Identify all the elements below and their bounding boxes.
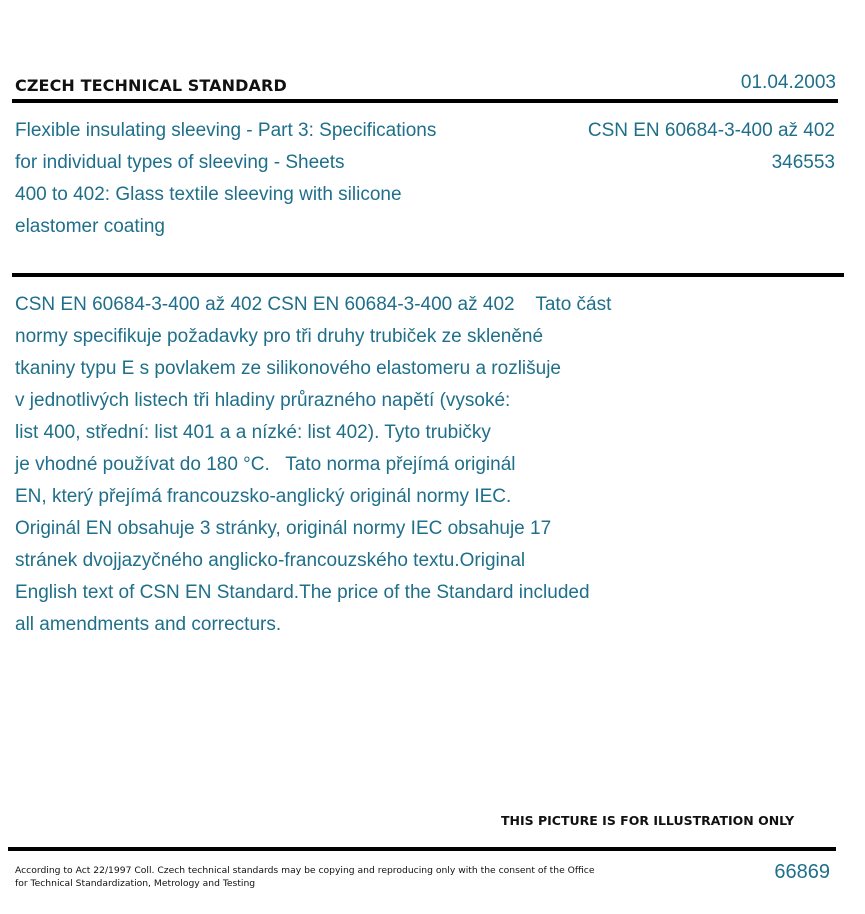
standard-identifier (588, 115, 835, 179)
description-line: CSN EN 60684-3-400 až 402 CSN EN 60684-3-400 až 402 Tato část (15, 294, 612, 315)
header-divider (12, 99, 838, 103)
standard-code: CSN EN 60684-3-400 až 402 (587, 120, 835, 141)
section-divider (12, 273, 844, 277)
description-line: je vhodné používat do 180 °C. Tato norma přejímá originál (15, 454, 516, 475)
description-line: v jednotlivých listech tři hladiny průrazného napětí (vysoké: (15, 390, 511, 411)
subject-line: Flexible insulating sleeving - Part 3: Specifications (15, 120, 437, 141)
catalog-number: 346553 (771, 152, 835, 173)
subject-line: 400 to 402: Glass textile sleeving with silicone (15, 184, 402, 205)
publication-date: 01.04.2003 (740, 72, 836, 93)
description-line: stránek dvojjazyčného anglicko-francouzského textu.Original (15, 550, 526, 571)
standard-subject (15, 115, 515, 243)
legal-line: for Technical Standardization, Metrology and Testing (15, 878, 256, 889)
description-line: Originál EN obsahuje 3 stránky, originál normy IEC obsahuje 17 (15, 518, 552, 539)
description-line: English text of CSN EN Standard.The price of the Standard included (15, 582, 590, 603)
description-line: normy specifikuje požadavky pro tři druhy trubiček ze skleněné (15, 326, 544, 347)
description-line: list 400, střední: list 401 a a nízké: list 402). Tyto trubičky (15, 422, 491, 443)
description-line: EN, který přejímá francouzsko-anglický originál normy IEC. (15, 486, 512, 507)
document-header-title: CZECH TECHNICAL STANDARD (15, 76, 287, 95)
description-line: tkaniny typu E s povlakem ze silikonového elastomeru a rozlišuje (15, 358, 561, 379)
legal-notice (15, 864, 594, 890)
description-line: all amendments and correcturs. (15, 614, 282, 635)
illustration-disclaimer: THIS PICTURE IS FOR ILLUSTRATION ONLY (501, 813, 795, 828)
footer-divider (8, 847, 836, 851)
subject-line: elastomer coating (15, 216, 165, 237)
subject-line: for individual types of sleeving - Sheets (15, 152, 345, 173)
legal-line: According to Act 22/1997 Coll. Czech technical standards may be copying and reproducing only with the consent of the Office (15, 865, 595, 876)
standard-description (15, 289, 715, 641)
document-number: 66869 (774, 861, 830, 883)
